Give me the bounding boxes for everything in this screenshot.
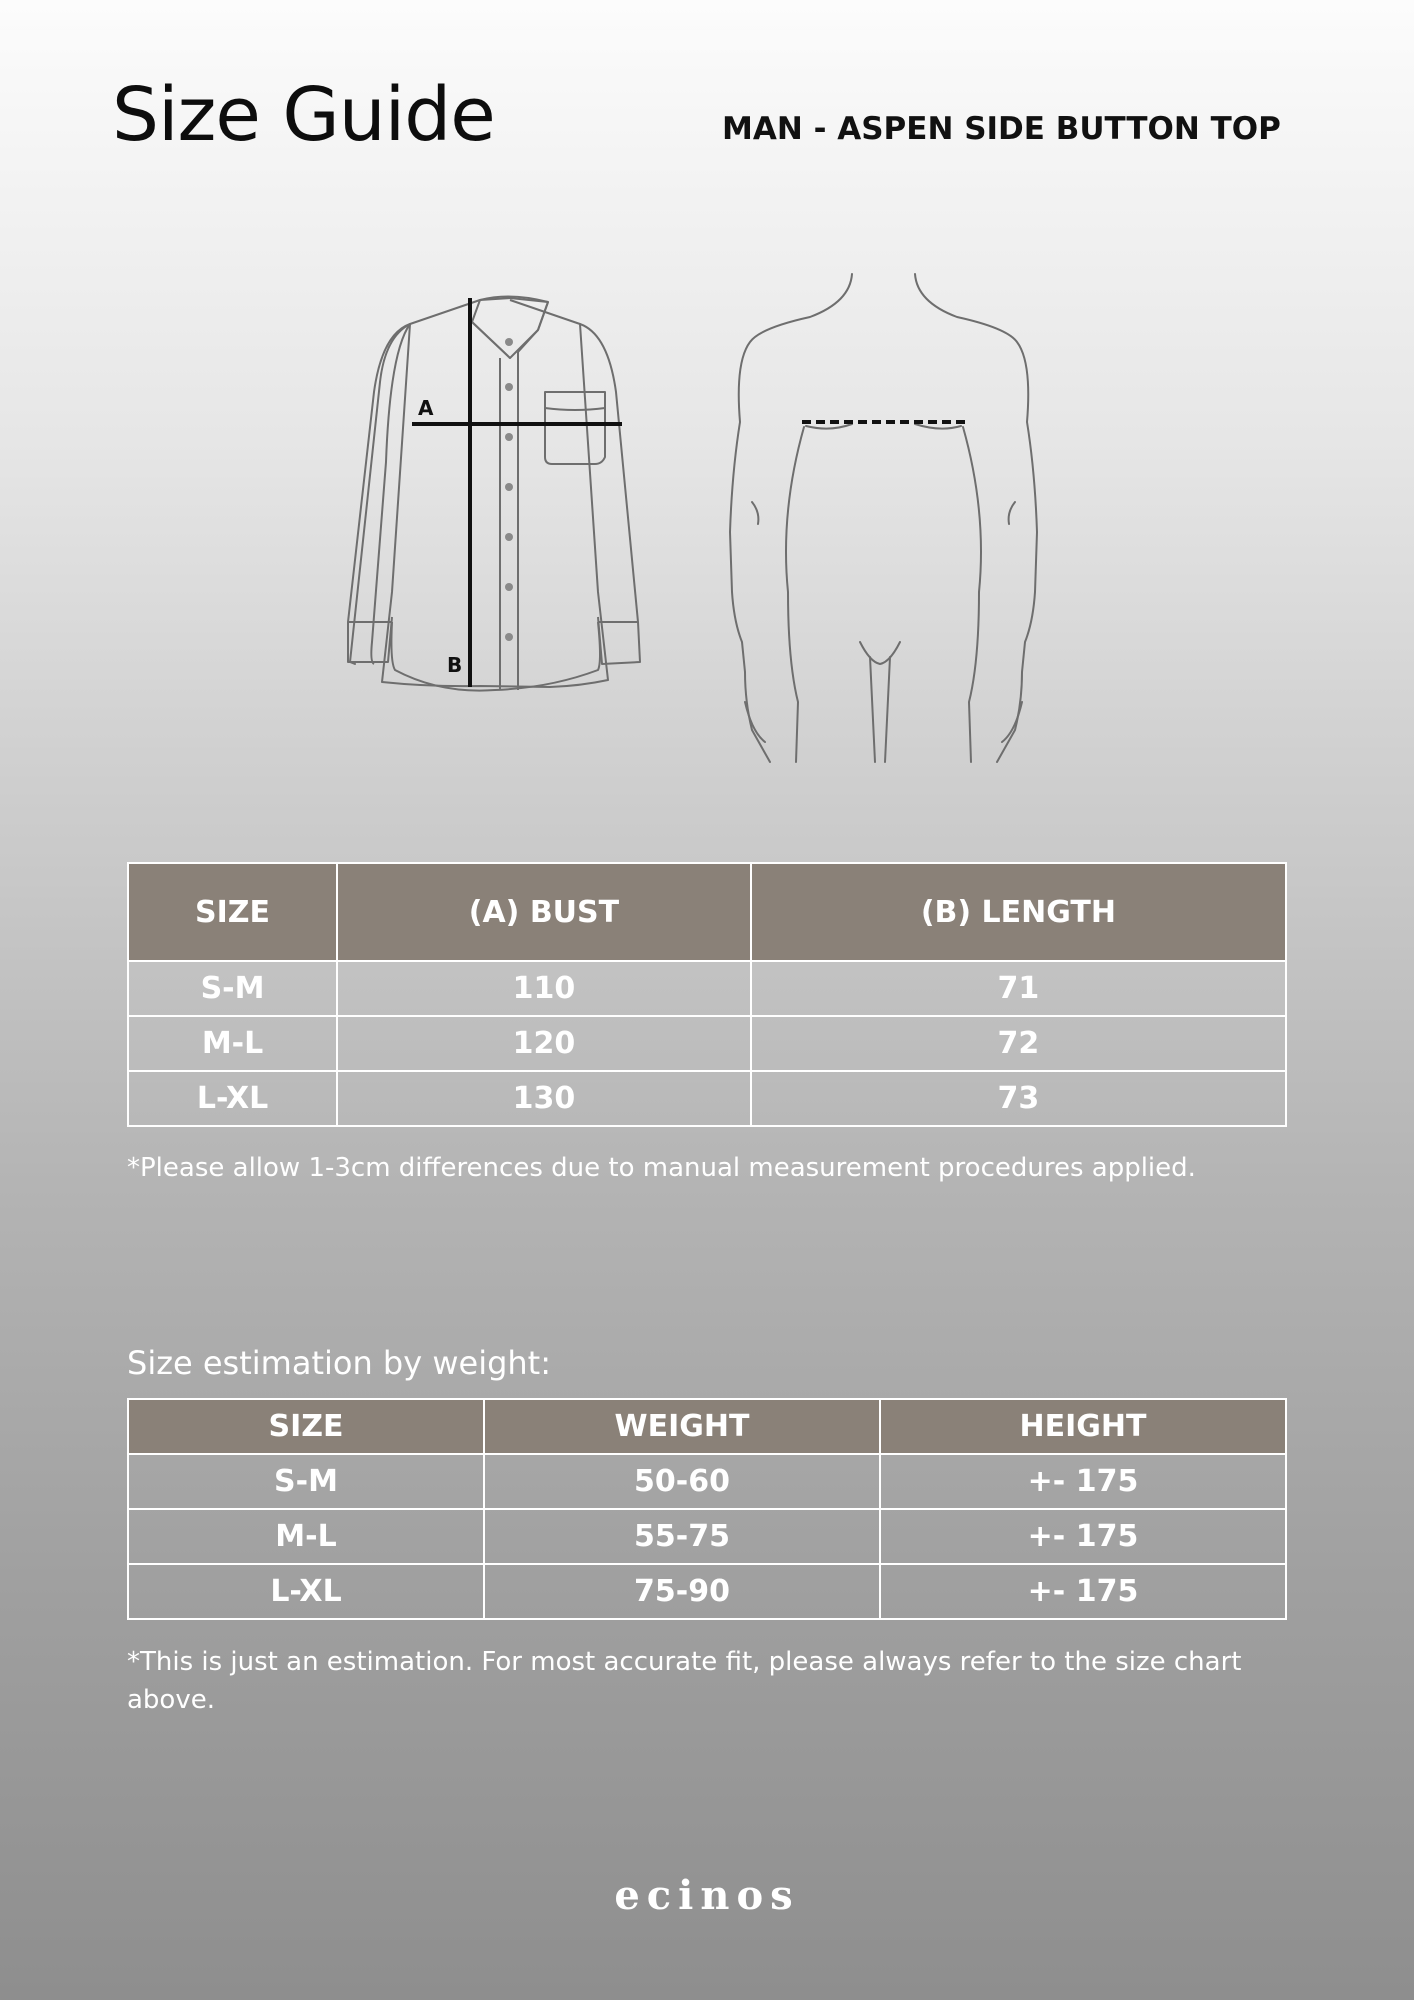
cell-bust: 110 bbox=[337, 961, 751, 1016]
cell-size: S-M bbox=[128, 961, 337, 1016]
cell-height: +- 175 bbox=[880, 1509, 1286, 1564]
cell-size: S-M bbox=[128, 1454, 484, 1509]
header-weight: WEIGHT bbox=[484, 1399, 880, 1454]
cell-length: 71 bbox=[751, 961, 1286, 1016]
cell-size: M-L bbox=[128, 1016, 337, 1071]
table-row bbox=[128, 1016, 1286, 1071]
header-height: HEIGHT bbox=[880, 1399, 1286, 1454]
label-a: A bbox=[418, 396, 434, 420]
product-name: MAN - ASPEN SIDE BUTTON TOP bbox=[722, 111, 1281, 147]
cell-length: 72 bbox=[751, 1016, 1286, 1071]
label-b: B bbox=[447, 653, 463, 677]
cell-weight: 75-90 bbox=[484, 1564, 880, 1619]
header-size: SIZE bbox=[128, 863, 337, 961]
cell-length: 73 bbox=[751, 1071, 1286, 1126]
cell-size: M-L bbox=[128, 1509, 484, 1564]
header-length: (B) LENGTH bbox=[751, 863, 1286, 961]
garment-illustration bbox=[340, 262, 1040, 772]
table-row bbox=[128, 1509, 1286, 1564]
cell-height: +- 175 bbox=[880, 1564, 1286, 1619]
cell-size: L-XL bbox=[128, 1564, 484, 1619]
measurement-note: *Please allow 1-3cm differences due to manual measurement procedures applied. bbox=[127, 1153, 1196, 1183]
page-title: Size Guide bbox=[112, 72, 495, 158]
table-row bbox=[128, 1454, 1286, 1509]
table-row bbox=[128, 1564, 1286, 1619]
size-chart-table bbox=[127, 862, 1287, 1127]
cell-size: L-XL bbox=[128, 1071, 337, 1126]
header-size: SIZE bbox=[128, 1399, 484, 1454]
table-header-row bbox=[128, 1399, 1286, 1454]
header-bust: (A) BUST bbox=[337, 863, 751, 961]
cell-weight: 50-60 bbox=[484, 1454, 880, 1509]
cell-bust: 130 bbox=[337, 1071, 751, 1126]
cell-height: +- 175 bbox=[880, 1454, 1286, 1509]
shirt-diagram-icon bbox=[348, 296, 640, 690]
body-diagram-icon bbox=[730, 274, 1037, 762]
estimation-note: *This is just an estimation. For most accurate fit, please always refer to the size chart above. bbox=[127, 1647, 1242, 1715]
cell-weight: 55-75 bbox=[484, 1509, 880, 1564]
table-header-row bbox=[128, 863, 1286, 961]
table-row bbox=[128, 1071, 1286, 1126]
weight-section-heading: Size estimation by weight: bbox=[127, 1344, 551, 1382]
table-row bbox=[128, 961, 1286, 1016]
weight-chart-table bbox=[127, 1398, 1287, 1620]
cell-bust: 120 bbox=[337, 1016, 751, 1071]
shirt-buttons bbox=[505, 338, 513, 641]
brand-logo: ecinos bbox=[614, 1872, 800, 1919]
